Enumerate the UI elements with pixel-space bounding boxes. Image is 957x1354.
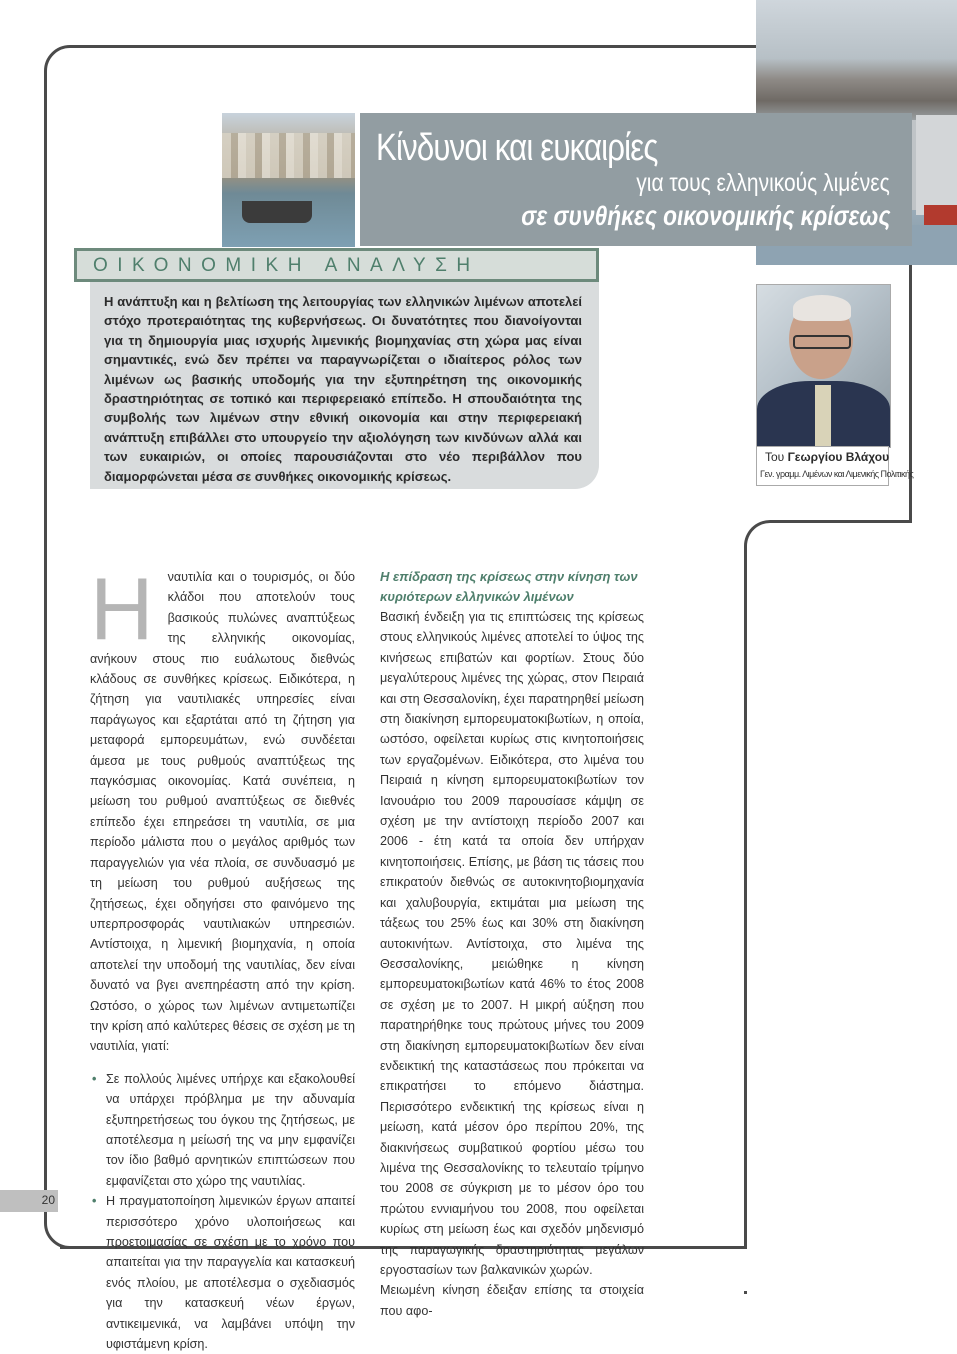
section-band (74, 248, 599, 282)
drop-cap: Η (90, 559, 154, 658)
author-name: Γεωργίου Βλάχου (787, 450, 890, 464)
body-column-1 (90, 559, 355, 1354)
page-number: 20 (41, 1193, 55, 1207)
body-paragraph-continued: Μειωμένη κίνηση έδειξαν επίσης τα στοιχεία που αφο- (380, 1283, 644, 1318)
article-subtitle-2: σε συνθήκες οικονομικής κρίσεως (520, 201, 890, 231)
body-paragraph: Βασική ένδειξη για τις επιπτώσεις της κρίσεως στους ελληνικούς λιμένες αποτελεί το ύψος της κινήσεως επιβατών και φορτίων. Στους δύο μεγαλύτερους λιμένες της χώρας, στον Πειραιά και στη Θεσσαλονίκη, έχει παρατηρηθεί μείωση στη διακίνηση εμπορευματοκιβωτίων, η οποία, ωστόσο, οφείλεται κυρίως στις κινητοποιήσεις των εργαζομένων. Ειδικότερα, στο λιμένα του Πειραιά η κίνηση εμπορευματοκιβωτίων τον Ιανουάριο του 2009 παρουσίασε κάμψη σε σχέση με την αντίστοιχη περίοδο 2007 και 2006 - έτη κατά τα οποία δεν υπήρχαν κινητοποιήσεις. Επίσης, με βάση τις τάσεις που επικρατούν διεθνώς σε αυτοκινητοβιομηχανία και χαλυβουργία, εκτιμάται μια μείωση της τάξεως του 25% έως και 30% στη διακίνηση αυτοκινήτων. Αντίστοιχα, στο λιμένα της Θεσσαλονίκης, μειώθηκε η κίνηση εμπορευματοκιβωτίων κατά 46% το έτος 2008 σε σχέση με το 2007. Η μικρή αύξηση που παρατηρήθηκε τους πρώτους μήνες του 2009 στη διακίνηση εμπορευματοκιβωτίων δεν είναι ενδεικτική της καταστάσεως που πρόκειται να επικρατήσει το επόμενο διάστημα. Περισσότερο ενδεικτική της κρίσεως είναι η μείωση, κατά μέσον όρο περίπου 20%, της διακινήσεως συμβατικού φορτίου μέσω του λιμένα της Θεσσαλονίκης το τελευταίο τρίμηνο του 2008 σε σύγκριση με το μέσον όρο του πρώτου εννιαμήνου του 2008, που οφείλεται κυρίως στη μείωση έως και σχεδόν μηδενισμό της παραγωγικής δραστηριότητας μεγάλων εργοστασίων των βαλκανικών χωρών. (380, 610, 644, 1277)
port-thumbnail-photo (222, 113, 355, 247)
list-item: • Σε πολλούς λιμένες υπήρχε και εξακολουθεί να υπάρχει πρόβλημα με την αδυναμία εξυπηρετήσεως του όγκου της ζητήσεως, με αποτέλεσμα η μείωσή της να μην εμφανίζει τον ίδιο βαθμό αρνητικών επιπτώσεων που εμφανίζεται στο χώρο της ναυτιλίας. (90, 1069, 355, 1191)
author-portrait (756, 284, 891, 448)
list-item: • Η πραγματοποίηση λιμενικών έργων απαιτεί περισσότερο χρόνο υλοποιήσεως και προετοιμασίας σε σχέση με το χρόνο που απαιτείται για την παραγγελία και κατασκευή ενός πλοίου, με αποτέλεσμα ο σχεδιασμός για την κατασκευή νέων έργων, αντικειμενικά, να λαμβάνει υπόψη την υφιστάμενη κρίση. (90, 1191, 355, 1354)
page-number-tab (0, 1190, 58, 1212)
intro-box (90, 282, 599, 489)
bullet-icon: • (92, 1071, 97, 1086)
title-box (360, 113, 912, 246)
author-caption (756, 446, 914, 486)
intro-text: Η ανάπτυξη και η βελτίωση της λειτουργίας των ελληνικών λιμένων αποτελεί στόχο προτεραιότητας της κυβερνήσεως. Οι δυνατότητες που διανοίγονται για τη δημιουργία μιας ισχυρής λιμενικής βιομηχανίας στη χώρα μας είναι σημαντικές, ενώ δεν πρέπει να παραγνωρίζεται ο ιδιαίτερος ρόλος των λιμένων ως βασικής υποδομής για την εξυπηρέτηση της οικονομικής δραστηριότητας σε τοπικό και περιφερειακό επίπεδο. Η σπουδαιότητα της συμβολής των λιμένων στην εθνική οικονομία και στην περιφερειακή ανάπτυξη επιβάλλει στο υπουργείο την αξιολόγηση των κινδύνων αλλά και των ευκαιριών, οι οποίες παρουσιάζονται στο νέο περιβάλλον που διαμορφώνεται μέσα σε συνθήκες οικονομικής κρίσεως. (104, 294, 582, 484)
body-paragraph: ναυτιλία και ο τουρισμός, οι δύο κλάδοι που αποτελούν τους βασικούς πυλώνες αναπτύξεως της ελληνικής οικονομίας, ανήκουν στους πιο ευάλωτους διεθνώς κλάδους σε συνθήκες κρίσεως. Ειδικότερα, η ζήτηση για ναυτιλιακές υπηρεσίες είναι παράγωγος και εξαρτάται από τη ζήτηση για μεταφορά εμπορευμάτων, ενώ συνδέεται άμεσα με τους ρυθμούς αναπτύξεως της παγκόσμιας οικονομίας. Κατά συνέπεια, η μείωση του ρυθμού αναπτύξεως σε διεθνές επίπεδο έχει επηρεάσει τη ναυτιλία, σε μια περίοδο μάλιστα που ο μεγάλος αριθμός των παραγγελιών για νέα πλοία, σε συνδυασμό με τη μείωση του ρυθμού αυξήσεως της ζητήσεως, έχει οδηγήσει στο φαινόμενο της υπερπροσφοράς ναυτιλιακών υπηρεσιών. Αντίστοιχα, η λιμενική βιομηχανία, η οποία αποτελεί την υποδομή της ναυτιλίας, δεν είναι δυνατό να βγει ανεπηρέαστη από την κρίση. Ωστόσο, ο χώρος των λιμένων αντιμετωπίζει την κρίση από καλύτερες θέσεις σε σχέση με τη ναυτιλία, γιατί: (90, 570, 355, 1054)
section-label: ΟΙΚΟΝΟΜΙΚΗ ΑΝΑΛΥΣΗ (93, 255, 480, 276)
body-column-2 (380, 567, 644, 1321)
bullet-icon: • (92, 1194, 97, 1209)
author-role: Γεν. γραμμ. Λιμένων και Λιμενικής Πολιτικής (760, 469, 914, 479)
article-title: Κίνδυνοι και ευκαιρίες (376, 127, 658, 169)
author-prefix: Του (765, 450, 785, 464)
bullet-list (90, 1069, 355, 1354)
article-subtitle-1: για τους ελληνικούς λιμένες (636, 169, 890, 197)
subheading: Η επίδραση της κρίσεως στην κίνηση των κυριότερων ελληνικών λιμένων (380, 569, 638, 604)
